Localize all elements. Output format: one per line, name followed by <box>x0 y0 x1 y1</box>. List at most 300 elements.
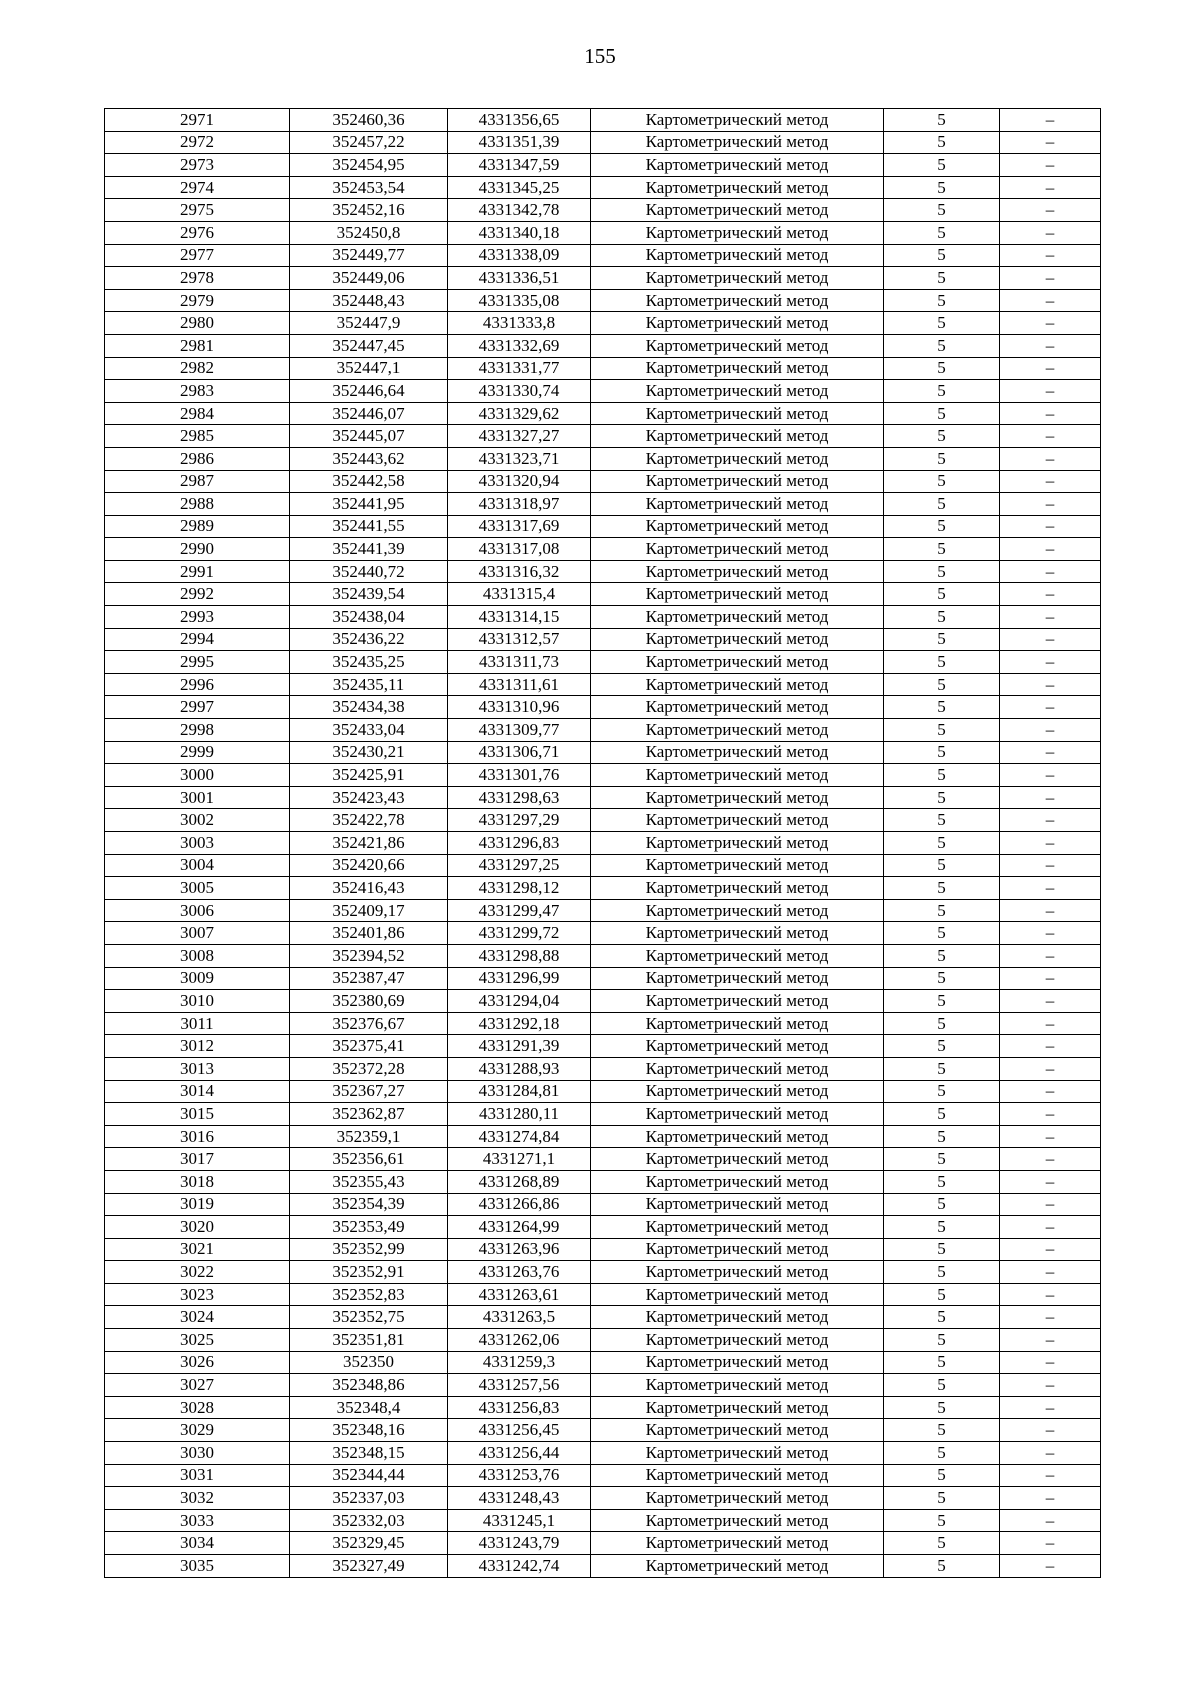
x-coordinate-cell: 352460,36 <box>290 109 448 132</box>
x-coordinate-cell: 352433,04 <box>290 719 448 742</box>
y-coordinate-cell: 4331263,5 <box>448 1306 591 1329</box>
y-coordinate-cell: 4331274,84 <box>448 1125 591 1148</box>
method-cell: Картометрический метод <box>591 470 884 493</box>
point-number-cell: 3017 <box>105 1148 290 1171</box>
x-coordinate-cell: 352430,21 <box>290 741 448 764</box>
note-cell: – <box>1000 944 1101 967</box>
x-coordinate-cell: 352440,72 <box>290 560 448 583</box>
y-coordinate-cell: 4331347,59 <box>448 154 591 177</box>
note-cell: – <box>1000 1193 1101 1216</box>
point-number-cell: 3010 <box>105 990 290 1013</box>
point-number-cell: 2983 <box>105 380 290 403</box>
x-coordinate-cell: 352344,44 <box>290 1464 448 1487</box>
note-cell: – <box>1000 922 1101 945</box>
accuracy-cell: 5 <box>884 131 1000 154</box>
point-number-cell: 3015 <box>105 1103 290 1126</box>
accuracy-cell: 5 <box>884 1487 1000 1510</box>
note-cell: – <box>1000 673 1101 696</box>
y-coordinate-cell: 4331335,08 <box>448 289 591 312</box>
y-coordinate-cell: 4331317,69 <box>448 515 591 538</box>
point-number-cell: 2982 <box>105 357 290 380</box>
point-number-cell: 3014 <box>105 1080 290 1103</box>
x-coordinate-cell: 352443,62 <box>290 447 448 470</box>
page-number: 155 <box>584 44 616 68</box>
point-number-cell: 2972 <box>105 131 290 154</box>
note-cell: – <box>1000 402 1101 425</box>
x-coordinate-cell: 352447,9 <box>290 312 448 335</box>
x-coordinate-cell: 352441,55 <box>290 515 448 538</box>
table-row <box>105 1057 1101 1080</box>
note-cell: – <box>1000 1080 1101 1103</box>
table-row <box>105 1442 1101 1465</box>
accuracy-cell: 5 <box>884 1125 1000 1148</box>
y-coordinate-cell: 4331351,39 <box>448 131 591 154</box>
method-cell: Картометрический метод <box>591 1170 884 1193</box>
x-coordinate-cell: 352442,58 <box>290 470 448 493</box>
method-cell: Картометрический метод <box>591 154 884 177</box>
table-row <box>105 786 1101 809</box>
x-coordinate-cell: 352332,03 <box>290 1509 448 1532</box>
table-row <box>105 1148 1101 1171</box>
table-row <box>105 312 1101 335</box>
note-cell: – <box>1000 899 1101 922</box>
table-row <box>105 583 1101 606</box>
note-cell: – <box>1000 583 1101 606</box>
note-cell: – <box>1000 854 1101 877</box>
accuracy-cell: 5 <box>884 1374 1000 1397</box>
note-cell: – <box>1000 447 1101 470</box>
x-coordinate-cell: 352448,43 <box>290 289 448 312</box>
note-cell: – <box>1000 741 1101 764</box>
y-coordinate-cell: 4331309,77 <box>448 719 591 742</box>
method-cell: Картометрический метод <box>591 1442 884 1465</box>
table-row <box>105 854 1101 877</box>
note-cell: – <box>1000 1148 1101 1171</box>
table-row <box>105 560 1101 583</box>
accuracy-cell: 5 <box>884 809 1000 832</box>
y-coordinate-cell: 4331299,47 <box>448 899 591 922</box>
note-cell: – <box>1000 1035 1101 1058</box>
accuracy-cell: 5 <box>884 583 1000 606</box>
accuracy-cell: 5 <box>884 1464 1000 1487</box>
y-coordinate-cell: 4331340,18 <box>448 221 591 244</box>
point-number-cell: 3032 <box>105 1487 290 1510</box>
table-row <box>105 606 1101 629</box>
y-coordinate-cell: 4331280,11 <box>448 1103 591 1126</box>
x-coordinate-cell: 352351,81 <box>290 1329 448 1352</box>
table-row <box>105 877 1101 900</box>
accuracy-cell: 5 <box>884 628 1000 651</box>
point-number-cell: 3027 <box>105 1374 290 1397</box>
x-coordinate-cell: 352446,07 <box>290 402 448 425</box>
accuracy-cell: 5 <box>884 1442 1000 1465</box>
y-coordinate-cell: 4331312,57 <box>448 628 591 651</box>
note-cell: – <box>1000 357 1101 380</box>
accuracy-cell: 5 <box>884 651 1000 674</box>
y-coordinate-cell: 4331297,29 <box>448 809 591 832</box>
y-coordinate-cell: 4331253,76 <box>448 1464 591 1487</box>
point-number-cell: 2995 <box>105 651 290 674</box>
method-cell: Картометрический метод <box>591 425 884 448</box>
accuracy-cell: 5 <box>884 1193 1000 1216</box>
y-coordinate-cell: 4331320,94 <box>448 470 591 493</box>
method-cell: Картометрический метод <box>591 1351 884 1374</box>
y-coordinate-cell: 4331257,56 <box>448 1374 591 1397</box>
y-coordinate-cell: 4331294,04 <box>448 990 591 1013</box>
x-coordinate-cell: 352453,54 <box>290 176 448 199</box>
x-coordinate-cell: 352350 <box>290 1351 448 1374</box>
method-cell: Картометрический метод <box>591 221 884 244</box>
y-coordinate-cell: 4331296,99 <box>448 967 591 990</box>
table-row <box>105 1329 1101 1352</box>
point-number-cell: 3007 <box>105 922 290 945</box>
accuracy-cell: 5 <box>884 944 1000 967</box>
note-cell: – <box>1000 1419 1101 1442</box>
x-coordinate-cell: 352441,95 <box>290 493 448 516</box>
table-row <box>105 1125 1101 1148</box>
y-coordinate-cell: 4331298,63 <box>448 786 591 809</box>
method-cell: Картометрический метод <box>591 1419 884 1442</box>
method-cell: Картометрический метод <box>591 109 884 132</box>
note-cell: – <box>1000 1442 1101 1465</box>
x-coordinate-cell: 352421,86 <box>290 832 448 855</box>
table-row <box>105 944 1101 967</box>
x-coordinate-cell: 352352,91 <box>290 1261 448 1284</box>
note-cell: – <box>1000 109 1101 132</box>
y-coordinate-cell: 4331314,15 <box>448 606 591 629</box>
point-number-cell: 2996 <box>105 673 290 696</box>
note-cell: – <box>1000 1509 1101 1532</box>
y-coordinate-cell: 4331256,45 <box>448 1419 591 1442</box>
y-coordinate-cell: 4331311,61 <box>448 673 591 696</box>
note-cell: – <box>1000 696 1101 719</box>
accuracy-cell: 5 <box>884 312 1000 335</box>
point-number-cell: 3001 <box>105 786 290 809</box>
point-number-cell: 3021 <box>105 1238 290 1261</box>
y-coordinate-cell: 4331331,77 <box>448 357 591 380</box>
y-coordinate-cell: 4331329,62 <box>448 402 591 425</box>
note-cell: – <box>1000 425 1101 448</box>
y-coordinate-cell: 4331256,83 <box>448 1396 591 1419</box>
method-cell: Картометрический метод <box>591 651 884 674</box>
method-cell: Картометрический метод <box>591 764 884 787</box>
point-number-cell: 3031 <box>105 1464 290 1487</box>
method-cell: Картометрический метод <box>591 944 884 967</box>
table-row <box>105 719 1101 742</box>
y-coordinate-cell: 4331296,83 <box>448 832 591 855</box>
point-number-cell: 3008 <box>105 944 290 967</box>
point-number-cell: 3005 <box>105 877 290 900</box>
accuracy-cell: 5 <box>884 1035 1000 1058</box>
accuracy-cell: 5 <box>884 719 1000 742</box>
method-cell: Картометрический метод <box>591 560 884 583</box>
point-number-cell: 2979 <box>105 289 290 312</box>
method-cell: Картометрический метод <box>591 312 884 335</box>
x-coordinate-cell: 352454,95 <box>290 154 448 177</box>
note-cell: – <box>1000 312 1101 335</box>
point-number-cell: 2992 <box>105 583 290 606</box>
y-coordinate-cell: 4331291,39 <box>448 1035 591 1058</box>
x-coordinate-cell: 352425,91 <box>290 764 448 787</box>
x-coordinate-cell: 352348,16 <box>290 1419 448 1442</box>
y-coordinate-cell: 4331345,25 <box>448 176 591 199</box>
point-number-cell: 2975 <box>105 199 290 222</box>
y-coordinate-cell: 4331317,08 <box>448 538 591 561</box>
table-row <box>105 1035 1101 1058</box>
y-coordinate-cell: 4331333,8 <box>448 312 591 335</box>
note-cell: – <box>1000 832 1101 855</box>
method-cell: Картометрический метод <box>591 1283 884 1306</box>
accuracy-cell: 5 <box>884 402 1000 425</box>
note-cell: – <box>1000 515 1101 538</box>
table-row <box>105 809 1101 832</box>
point-number-cell: 3029 <box>105 1419 290 1442</box>
method-cell: Картометрический метод <box>591 1125 884 1148</box>
x-coordinate-cell: 352422,78 <box>290 809 448 832</box>
note-cell: – <box>1000 1555 1101 1578</box>
accuracy-cell: 5 <box>884 1329 1000 1352</box>
method-cell: Картометрический метод <box>591 1555 884 1578</box>
table-row <box>105 1238 1101 1261</box>
method-cell: Картометрический метод <box>591 1238 884 1261</box>
y-coordinate-cell: 4331271,1 <box>448 1148 591 1171</box>
note-cell: – <box>1000 1170 1101 1193</box>
accuracy-cell: 5 <box>884 380 1000 403</box>
table-row <box>105 493 1101 516</box>
y-coordinate-cell: 4331306,71 <box>448 741 591 764</box>
x-coordinate-cell: 352449,77 <box>290 244 448 267</box>
point-number-cell: 2984 <box>105 402 290 425</box>
table-row <box>105 1080 1101 1103</box>
point-number-cell: 3002 <box>105 809 290 832</box>
table-row <box>105 1555 1101 1578</box>
y-coordinate-cell: 4331266,86 <box>448 1193 591 1216</box>
note-cell: – <box>1000 199 1101 222</box>
point-number-cell: 2989 <box>105 515 290 538</box>
method-cell: Картометрический метод <box>591 1261 884 1284</box>
point-number-cell: 2991 <box>105 560 290 583</box>
accuracy-cell: 5 <box>884 1080 1000 1103</box>
accuracy-cell: 5 <box>884 1216 1000 1239</box>
y-coordinate-cell: 4331245,1 <box>448 1509 591 1532</box>
method-cell: Картометрический метод <box>591 606 884 629</box>
method-cell: Картометрический метод <box>591 357 884 380</box>
method-cell: Картометрический метод <box>591 1532 884 1555</box>
point-number-cell: 3025 <box>105 1329 290 1352</box>
point-number-cell: 3018 <box>105 1170 290 1193</box>
method-cell: Картометрический метод <box>591 1148 884 1171</box>
x-coordinate-cell: 352409,17 <box>290 899 448 922</box>
accuracy-cell: 5 <box>884 560 1000 583</box>
table-row <box>105 764 1101 787</box>
point-number-cell: 2986 <box>105 447 290 470</box>
table-row <box>105 131 1101 154</box>
method-cell: Картометрический метод <box>591 741 884 764</box>
y-coordinate-cell: 4331311,73 <box>448 651 591 674</box>
method-cell: Картометрический метод <box>591 899 884 922</box>
note-cell: – <box>1000 606 1101 629</box>
method-cell: Картометрический метод <box>591 1329 884 1352</box>
table-row <box>105 1464 1101 1487</box>
note-cell: – <box>1000 334 1101 357</box>
point-number-cell: 3023 <box>105 1283 290 1306</box>
note-cell: – <box>1000 1057 1101 1080</box>
method-cell: Картометрический метод <box>591 267 884 290</box>
x-coordinate-cell: 352447,1 <box>290 357 448 380</box>
note-cell: – <box>1000 1012 1101 1035</box>
point-number-cell: 3030 <box>105 1442 290 1465</box>
method-cell: Картометрический метод <box>591 628 884 651</box>
y-coordinate-cell: 4331268,89 <box>448 1170 591 1193</box>
point-number-cell: 3006 <box>105 899 290 922</box>
method-cell: Картометрический метод <box>591 515 884 538</box>
method-cell: Картометрический метод <box>591 1012 884 1035</box>
table-row <box>105 289 1101 312</box>
method-cell: Картометрический метод <box>591 199 884 222</box>
accuracy-cell: 5 <box>884 764 1000 787</box>
accuracy-cell: 5 <box>884 1012 1000 1035</box>
table-row <box>105 402 1101 425</box>
method-cell: Картометрический метод <box>591 922 884 945</box>
method-cell: Картометрический метод <box>591 809 884 832</box>
x-coordinate-cell: 352348,4 <box>290 1396 448 1419</box>
table-row <box>105 1170 1101 1193</box>
table-row <box>105 1374 1101 1397</box>
x-coordinate-cell: 352327,49 <box>290 1555 448 1578</box>
accuracy-cell: 5 <box>884 1532 1000 1555</box>
table-row <box>105 267 1101 290</box>
accuracy-cell: 5 <box>884 470 1000 493</box>
x-coordinate-cell: 352452,16 <box>290 199 448 222</box>
x-coordinate-cell: 352447,45 <box>290 334 448 357</box>
table-row <box>105 741 1101 764</box>
table-row <box>105 1487 1101 1510</box>
x-coordinate-cell: 352435,25 <box>290 651 448 674</box>
table-row <box>105 1216 1101 1239</box>
note-cell: – <box>1000 380 1101 403</box>
accuracy-cell: 5 <box>884 1306 1000 1329</box>
method-cell: Картометрический метод <box>591 1080 884 1103</box>
note-cell: – <box>1000 1261 1101 1284</box>
method-cell: Картометрический метод <box>591 380 884 403</box>
table-row <box>105 538 1101 561</box>
x-coordinate-cell: 352354,39 <box>290 1193 448 1216</box>
x-coordinate-cell: 352423,43 <box>290 786 448 809</box>
point-number-cell: 3011 <box>105 1012 290 1035</box>
x-coordinate-cell: 352446,64 <box>290 380 448 403</box>
x-coordinate-cell: 352435,11 <box>290 673 448 696</box>
method-cell: Картометрический метод <box>591 854 884 877</box>
x-coordinate-cell: 352348,86 <box>290 1374 448 1397</box>
point-number-cell: 2999 <box>105 741 290 764</box>
point-number-cell: 3013 <box>105 1057 290 1080</box>
point-number-cell: 2997 <box>105 696 290 719</box>
method-cell: Картометрический метод <box>591 289 884 312</box>
x-coordinate-cell: 352449,06 <box>290 267 448 290</box>
method-cell: Картометрический метод <box>591 1464 884 1487</box>
x-coordinate-cell: 352438,04 <box>290 606 448 629</box>
note-cell: – <box>1000 764 1101 787</box>
y-coordinate-cell: 4331262,06 <box>448 1329 591 1352</box>
y-coordinate-cell: 4331263,61 <box>448 1283 591 1306</box>
note-cell: – <box>1000 1374 1101 1397</box>
point-number-cell: 3033 <box>105 1509 290 1532</box>
accuracy-cell: 5 <box>884 538 1000 561</box>
method-cell: Картометрический метод <box>591 1035 884 1058</box>
accuracy-cell: 5 <box>884 357 1000 380</box>
x-coordinate-cell: 352353,49 <box>290 1216 448 1239</box>
method-cell: Картометрический метод <box>591 334 884 357</box>
table-row <box>105 696 1101 719</box>
accuracy-cell: 5 <box>884 425 1000 448</box>
method-cell: Картометрический метод <box>591 1509 884 1532</box>
point-number-cell: 3004 <box>105 854 290 877</box>
note-cell: – <box>1000 1329 1101 1352</box>
note-cell: – <box>1000 990 1101 1013</box>
note-cell: – <box>1000 967 1101 990</box>
x-coordinate-cell: 352457,22 <box>290 131 448 154</box>
x-coordinate-cell: 352376,67 <box>290 1012 448 1035</box>
note-cell: – <box>1000 267 1101 290</box>
x-coordinate-cell: 352416,43 <box>290 877 448 900</box>
method-cell: Картометрический метод <box>591 1306 884 1329</box>
point-number-cell: 2978 <box>105 267 290 290</box>
accuracy-cell: 5 <box>884 154 1000 177</box>
point-number-cell: 3009 <box>105 967 290 990</box>
table-row <box>105 447 1101 470</box>
accuracy-cell: 5 <box>884 1555 1000 1578</box>
note-cell: – <box>1000 289 1101 312</box>
method-cell: Картометрический метод <box>591 696 884 719</box>
table-row <box>105 176 1101 199</box>
table-row <box>105 221 1101 244</box>
note-cell: – <box>1000 1238 1101 1261</box>
method-cell: Картометрический метод <box>591 1487 884 1510</box>
x-coordinate-cell: 352380,69 <box>290 990 448 1013</box>
method-cell: Картометрический метод <box>591 786 884 809</box>
point-number-cell: 2977 <box>105 244 290 267</box>
y-coordinate-cell: 4331297,25 <box>448 854 591 877</box>
accuracy-cell: 5 <box>884 1238 1000 1261</box>
x-coordinate-cell: 352372,28 <box>290 1057 448 1080</box>
accuracy-cell: 5 <box>884 741 1000 764</box>
point-number-cell: 3022 <box>105 1261 290 1284</box>
y-coordinate-cell: 4331298,12 <box>448 877 591 900</box>
note-cell: – <box>1000 176 1101 199</box>
x-coordinate-cell: 352434,38 <box>290 696 448 719</box>
point-number-cell: 2988 <box>105 493 290 516</box>
table-row <box>105 334 1101 357</box>
method-cell: Картометрический метод <box>591 1103 884 1126</box>
note-cell: – <box>1000 1396 1101 1419</box>
x-coordinate-cell: 352450,8 <box>290 221 448 244</box>
point-number-cell: 2994 <box>105 628 290 651</box>
table-row <box>105 922 1101 945</box>
method-cell: Картометрический метод <box>591 244 884 267</box>
accuracy-cell: 5 <box>884 1103 1000 1126</box>
note-cell: – <box>1000 154 1101 177</box>
coordinates-table <box>104 108 1101 1578</box>
x-coordinate-cell: 352439,54 <box>290 583 448 606</box>
table-row <box>105 1193 1101 1216</box>
y-coordinate-cell: 4331284,81 <box>448 1080 591 1103</box>
note-cell: – <box>1000 1351 1101 1374</box>
method-cell: Картометрический метод <box>591 1396 884 1419</box>
accuracy-cell: 5 <box>884 515 1000 538</box>
x-coordinate-cell: 352387,47 <box>290 967 448 990</box>
table-row <box>105 199 1101 222</box>
note-cell: – <box>1000 470 1101 493</box>
